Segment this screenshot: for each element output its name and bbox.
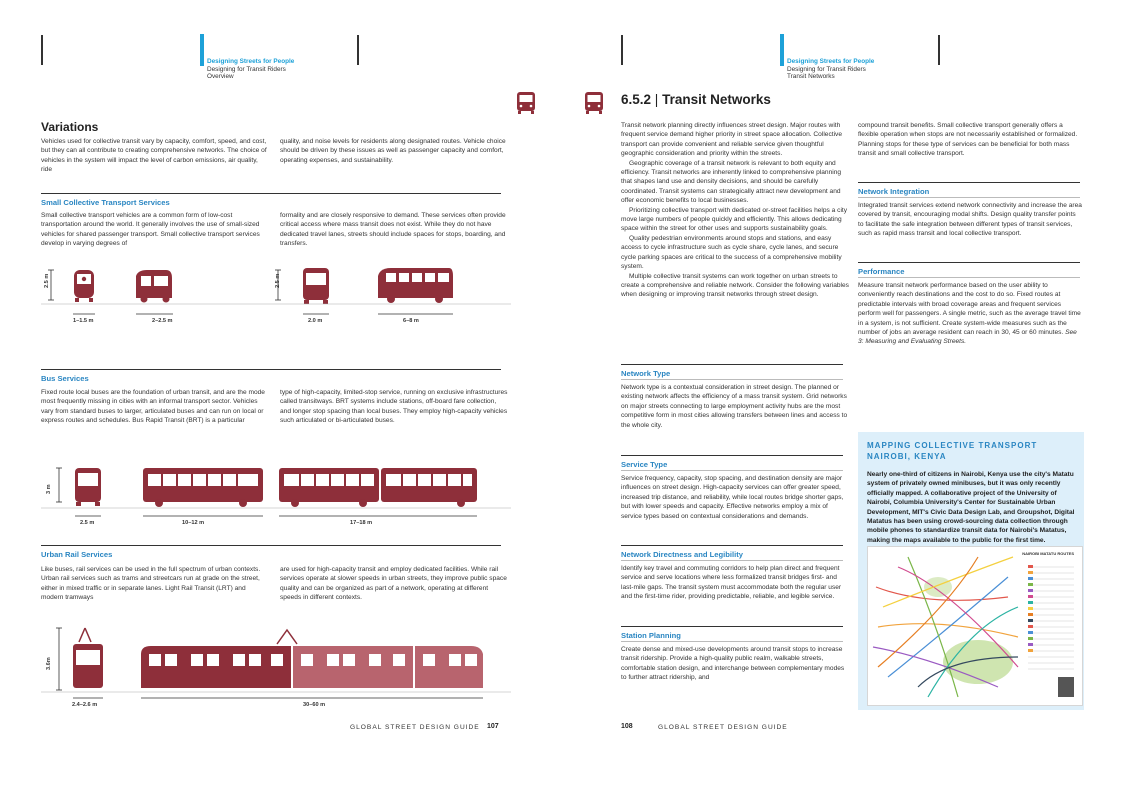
title-divider: | xyxy=(654,92,659,107)
map-title: NAIROBI MATATU ROUTES xyxy=(1022,551,1074,556)
title-underline xyxy=(621,470,843,471)
page-footer: GLOBAL STREET DESIGN GUIDE xyxy=(350,724,480,731)
paragraph: Quality pedestrian environments around stops and stations, and easy access to cycle infrastructure such as cycle share, cycle lanes, and secure cycle parking spaces are critical to the success of a comprehensive mobility system. xyxy=(621,234,842,271)
bus-col1: Fixed route local buses are the foundation of urban transit, and are the mode most frequently missing in cities with an informal transport sector. Vehicles vary from standard buses to larger, articulated buses and can run on local or express routes and schedules. Bus Rapid Transit (BRT) is a particular xyxy=(41,389,265,425)
height-label: 2.5 m xyxy=(44,273,50,288)
title-underline xyxy=(858,197,1080,198)
width-label: 2.4–2.6 m xyxy=(72,702,98,708)
breadcrumb-chapter: Designing Streets for People xyxy=(787,58,875,65)
station-text: Create dense and mixed-use developments around transit stops to increase transit ridership. Provide a high-quality public realm, walkable streets, comfortable station design, and interchange between complementary modes to further attract ridership, and xyxy=(621,646,845,682)
width-label: 6–8 m xyxy=(403,318,419,324)
page-heading: Variations xyxy=(41,120,99,134)
section-title-network-type: Network Type xyxy=(621,369,671,378)
intro-col2: quality, and noise levels for residents along designated routes. Vehicle choice should be driven by these issues as well as passenger capacity and comfort, operating expenses, and sustainability. xyxy=(280,138,506,164)
section-rule xyxy=(621,626,843,627)
matatu-route-map xyxy=(867,546,1083,706)
network-type-text: Network type is a contextual consideration in street design. The planned or existing network affects the efficiency of a mass transit system. Grid networks on major streets connecting to large employment activity hubs are the most competitive form in most cities allowing transfers between lines and access to the whole city. xyxy=(621,384,848,429)
bus-col2: type of high-capacity, limited-stop service, running on exclusive infrastructures called transitways. BRT systems include stations, off-board fare collection, and longer stop spacing than local buses. They employ high-capacity vehicles such articulated or bi-articulated buses. xyxy=(280,389,508,425)
breadcrumb xyxy=(787,58,874,81)
title-underline xyxy=(858,277,1080,278)
callout-title-line2: NAIROBI, KENYA xyxy=(867,452,947,461)
width-label: 2.0 m xyxy=(308,318,323,324)
callout-text: Nearly one-third of citizens in Nairobi, Kenya use the city's Matatu system of privately owned minibuses, but it was only recently officially mapped. A collaborative project of the University of Nairobi, Columbia University's Center for Sustainable Urban Development, MIT's Civic Data Design Lab, and Groupshot, Digital Matatus has been using crowd-sourcing data collection through mobile phones to standardize transit data for Nairobi's Matatus, making the maps available to the public for the first time. xyxy=(867,471,1075,544)
bus-icon xyxy=(583,91,605,115)
integration-text: Integrated transit services extend network connectivity and increase the area covered by transit, encouraging modal shifts. Design quality transfer points to facilitate the safe integration between different types of transit services, such as rapid mass transit and local collective transport. xyxy=(858,202,1082,238)
width-label: 2.5 m xyxy=(80,520,95,526)
paragraph: Transit network planning directly influences street design. Major routes with frequent service demand higher priority in street space allocation. Collective transport can provide convenient and reliable service given thoughtful geographic consideration and priority within the streets. xyxy=(621,122,843,158)
directness-text: Identify key travel and commuting corridors to help plan direct and frequent service and serve locations where less formalized transit bridges first- and last-mile gaps. The transit system must accommodate both the regular user and the first-time rider, providing predictable, reliable, and legible service. xyxy=(621,565,842,601)
height-label: 3.6m xyxy=(46,657,52,670)
minibus-front-icon xyxy=(303,268,329,304)
height-label: 3 m xyxy=(46,484,52,494)
breadcrumb-bar xyxy=(780,34,784,66)
width-label: 30–60 m xyxy=(303,702,326,708)
section-title-integration: Network Integration xyxy=(858,187,930,196)
breadcrumb-bar xyxy=(200,34,204,66)
section-title-service-type: Service Type xyxy=(621,460,668,469)
callout-title xyxy=(867,440,1037,462)
section-title-performance: Performance xyxy=(858,267,905,276)
page-footer: GLOBAL STREET DESIGN GUIDE xyxy=(658,724,788,731)
intro-col1: Vehicles used for collective transit vary by capacity, comfort, speed, and cost, but they can all contribute to creating comprehensive networks. The choice of vehicles in the system will impact the level of carbon emissions, air quality, ride xyxy=(41,138,267,174)
section-rule xyxy=(41,193,501,194)
bus-icon xyxy=(515,91,537,115)
breadcrumb xyxy=(207,58,294,81)
standard-bus-side-icon xyxy=(143,468,263,507)
small-col2: formality and are closely responsive to demand. These services often provide critical access where mass transit does not exist. While they do not have dedicated travel lanes, streets should include spaces for stops, boarding, and transfers. xyxy=(280,212,506,248)
page-number: 107 xyxy=(487,723,499,730)
small-col1: Small collective transport vehicles are a common form of low-cost transportation around the world. It generally involves the use of small-sized vehicles for shared passenger transport. Small collective transport services develop in varying degrees of xyxy=(41,212,260,248)
section-title-rail: Urban Rail Services xyxy=(41,550,113,559)
section-rule xyxy=(858,262,1080,263)
section-title-directness: Network Directness and Legibility xyxy=(621,550,743,559)
width-label: 17–18 m xyxy=(350,520,373,526)
page-number: 108 xyxy=(621,723,633,730)
section-rule xyxy=(41,369,501,370)
section-rule xyxy=(41,545,501,546)
section-number: 6.5.2 xyxy=(621,92,652,107)
page-corner-mark xyxy=(938,35,940,65)
service-type-text: Service frequency, capacity, stop spacing, and destination density are major influences on street design. High-capacity services can offer greater speed, increased trip distance, and reliability, while local routes bridge shorter gaps, but with lower speeds and capacity. Effective networks employ a mix of service types based on contextual considerations and demands. xyxy=(621,475,844,520)
page-corner-mark xyxy=(357,35,359,65)
section-title-station: Station Planning xyxy=(621,631,681,640)
performance-body: Measure transit network performance based on the user ability to conveniently reach destinations and the cost to do so. Fixed routes at predictable intervals with broad coverage areas and frequent services perform well for passengers. A single metric, such as the average travel time in a system, is not sufficient. Create system-wide measures such as the number of jobs an average resident can reach in 30, 45 or 60 minutes. xyxy=(858,282,1081,337)
section-rule xyxy=(621,364,843,365)
paragraph: Geographic coverage of a transit network is relevant to both equity and efficiency. Transit networks are inherently linked to comprehensive planning that shapes land use and density decisions, and should be carefully coordinated. Transit systems can strategically attract new development and offer economic benefits to local businesses. xyxy=(621,159,842,205)
section-rule xyxy=(858,182,1080,183)
rail-col1: Like buses, rail services can be used in the full spectrum of urban contexts. Urban rail services such as trams and streetcars run at grade on the street, either in mixed traffic or in separate lanes. Light Rail Transit (LRT) and modern tramways xyxy=(41,566,261,602)
breadcrumb-page: Overview xyxy=(207,73,234,81)
small-vehicles-illustration xyxy=(41,262,511,330)
rickshaw-front-icon xyxy=(74,270,94,302)
breadcrumb-chapter: Designing Streets for People xyxy=(207,58,295,65)
page-corner-mark xyxy=(41,35,43,65)
section-title-small-transport: Small Collective Transport Services xyxy=(41,198,170,207)
section-rule xyxy=(621,545,843,546)
title-underline xyxy=(621,560,843,561)
see-also-link[interactable]: See 3: Measuring and Evaluating Streets. xyxy=(858,329,1077,346)
map-graphic xyxy=(868,547,1082,705)
articulated-bus-side-icon xyxy=(279,468,477,507)
performance-text xyxy=(858,281,1083,347)
bus-vehicles-illustration xyxy=(41,464,511,532)
breadcrumb-page: Transit Networks xyxy=(787,73,835,81)
title-underline xyxy=(621,379,843,380)
section-heading xyxy=(621,92,771,107)
breadcrumb-section: Designing for Transit Riders xyxy=(787,65,866,73)
light-rail-side-icon xyxy=(141,630,483,688)
page-corner-mark xyxy=(621,35,623,65)
col2-intro: compound transit benefits. Small collective transport generally offers a flexible operation when stops are not necessarily established or formalized. Planning stops for these type of services can be beneficial for both mass transit and small collective transport. xyxy=(858,122,1078,158)
width-label: 10–12 m xyxy=(182,520,205,526)
width-label: 2–2.5 m xyxy=(152,318,173,324)
paragraph: Multiple collective transit systems can work together on urban streets to create a comprehensive and reliable network. Consider the following variables when designing or improving transit networks through street design. xyxy=(621,272,849,299)
tram-front-icon xyxy=(73,628,103,688)
rickshaw-side-icon xyxy=(136,270,172,303)
intro-column xyxy=(621,121,849,300)
paragraph: Prioritizing collective transport with dedicated or-street facilities helps a city move large numbers of people quickly and efficiently. This allows dedicating space within the street for other uses and supports sustainability goals. xyxy=(621,206,848,233)
rail-col2: are used for high-capacity transit and employ dedicated facilities. While rail services operate at slower speeds in urban streets, they improve public space quality and can be organized as part of a network, operating at different speeds in different contexts. xyxy=(280,566,507,602)
breadcrumb-section: Designing for Transit Riders xyxy=(207,65,286,73)
minibus-side-icon xyxy=(378,268,453,303)
height-label: 2.5 m xyxy=(275,273,281,288)
width-label: 1–1.5 m xyxy=(73,318,94,324)
callout-title-line1: MAPPING COLLECTIVE TRANSPORT xyxy=(867,441,1038,450)
rail-vehicles-illustration xyxy=(41,624,511,704)
section-title-bus: Bus Services xyxy=(41,374,89,383)
bus-front-icon xyxy=(75,468,101,506)
title-underline xyxy=(621,641,843,642)
section-rule xyxy=(621,455,843,456)
section-title: Transit Networks xyxy=(662,92,771,107)
